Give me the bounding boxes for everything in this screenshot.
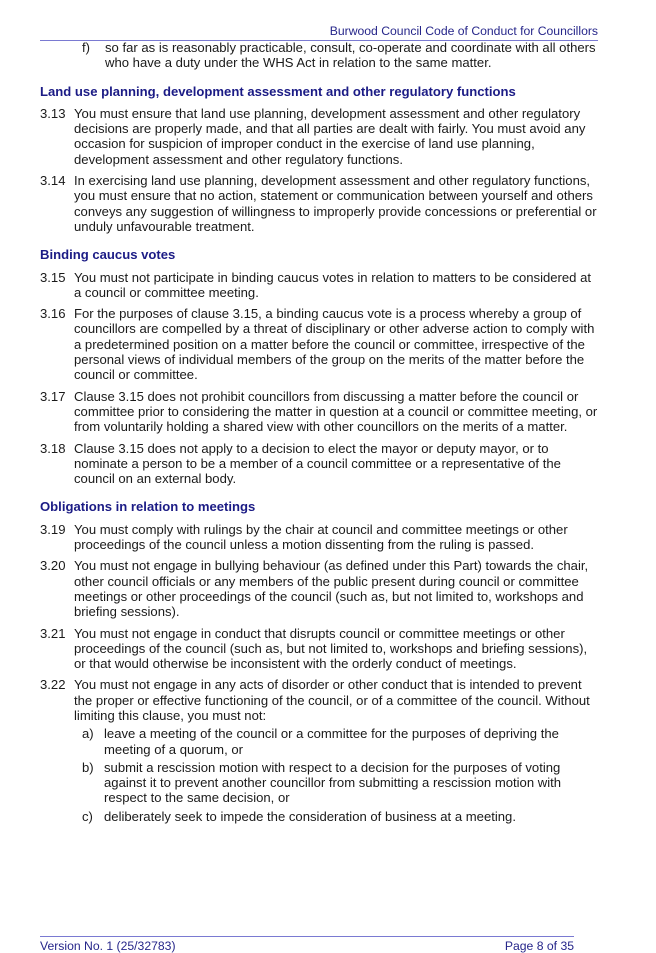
clause-number: 3.20: [40, 558, 66, 574]
clause-text: You must not participate in binding caucus votes in relation to matters to be considered at a council or committee meeting.: [74, 269, 592, 300]
document-body: [40, 40, 600, 824]
clause-number: 3.13: [40, 105, 66, 121]
clause-text: You must not engage in any acts of disorder or other conduct that is intended to prevent the proper or effective functioning of the council, or of a committee of the council. Without limiting this clause, you must not:: [74, 677, 590, 723]
version-number: Version No. 1 (25/32783): [40, 939, 176, 953]
clause-3-18: [40, 441, 600, 487]
clause-3-17: [40, 389, 600, 435]
clause-number: 3.18: [40, 440, 66, 456]
list-item-letter: a): [82, 726, 94, 742]
clause-3-13: [40, 106, 600, 167]
clause-3-14: [40, 173, 600, 234]
clause-3-22: [40, 677, 600, 723]
list-item-c: [74, 809, 600, 824]
clause-text: You must not engage in bullying behaviour (as defined under this Part) towards the chair, other council officials or any members of the public present during council or committee meetings or other proceedings of the council (such as, but not limited to, workshops and briefing sessions).: [74, 558, 589, 620]
clause-3-21: [40, 626, 600, 672]
section-heading-binding-caucus: Binding caucus votes: [40, 247, 176, 263]
list-item-letter: c): [82, 808, 93, 824]
clause-number: 3.17: [40, 388, 66, 404]
clause-text: You must comply with rulings by the chair at council and committee meetings or other proceedings of the council unless a motion dissenting from the ruling is passed.: [74, 521, 568, 553]
clause-3-20: [40, 558, 600, 619]
clause-number: 3.14: [40, 173, 66, 189]
list-item-letter: f): [82, 40, 90, 55]
clause-number: 3.15: [40, 269, 66, 285]
clause-number: 3.22: [40, 677, 66, 693]
clause-3-19: [40, 522, 600, 553]
list-item-a: [74, 726, 600, 757]
list-item-letter: b): [82, 759, 94, 775]
clause-number: 3.19: [40, 521, 66, 537]
page-number: Page 8 of 35: [504, 939, 574, 953]
list-item-f: [82, 40, 600, 71]
clause-3-16: [40, 306, 600, 382]
page-footer: [40, 936, 574, 953]
clause-text: Clause 3.15 does not apply to a decision to elect the mayor or deputy mayor, or to nominate a person to be a member of a council committee or a representative of the council on an external body.: [74, 440, 561, 487]
clause-text: Clause 3.15 does not prohibit councillors from discussing a matter before the council or committee prior to considering the matter in question at a council or committee meeting, or from voluntarily holding a shared view with other councillors on the merits of a matter.: [74, 388, 598, 435]
section-heading-meetings: Obligations in relation to meetings: [40, 499, 256, 515]
clause-number: 3.21: [40, 625, 66, 641]
list-item-text: so far as is reasonably practicable, consult, co-operate and coordinate with all others who have a duty under the WHS Act in relation to the same matter.: [105, 40, 596, 71]
clause-text: For the purposes of clause 3.15, a binding caucus vote is a process whereby a group of councillors are compelled by a threat of disciplinary or other adverse action to comply with a predetermined position on a matter before the council or committee, irrespective of the personal views of individual members of the group on the merits of the matter before the council or committee.: [74, 306, 595, 383]
list-item-text: leave a meeting of the council or a committee for the purposes of depriving the meeting of a quorum, or: [104, 726, 559, 757]
clause-text: You must not engage in conduct that disrupts council or committee meetings or other proceedings of the council (such as, but not limited to, workshops and briefing sessions), or that would otherwise be inconsistent with the orderly conduct of meetings.: [74, 625, 588, 672]
list-item-b: [74, 760, 600, 806]
page-header: [40, 24, 598, 41]
clause-text: In exercising land use planning, development assessment and other regulatory functions, you must ensure that no action, statement or communication between yourself and others conveys any suggestion of willingness to improperly provide concessions or preferential or unduly unfavourable treatment.: [74, 173, 597, 234]
list-item-text: submit a rescission motion with respect to a decision for the purposes of voting against it to prevent another councillor from submitting a rescission motion with respect to the same decision, or: [104, 759, 562, 806]
clause-number: 3.16: [40, 306, 66, 322]
section-heading-land-use: Land use planning, development assessment and other regulatory functions: [40, 83, 516, 99]
clause-text: You must ensure that land use planning, development assessment and other regulatory decisions are properly made, and that all parties are dealt with fairly. You must avoid any occasion for suspicion of improper conduct in the exercise of land use planning, development assessment and other regulatory functions.: [74, 105, 586, 167]
clause-3-15: [40, 270, 600, 301]
list-item-text: deliberately seek to impede the consideration of business at a meeting.: [104, 808, 516, 824]
document-title: Burwood Council Code of Conduct for Councillors: [329, 24, 598, 38]
